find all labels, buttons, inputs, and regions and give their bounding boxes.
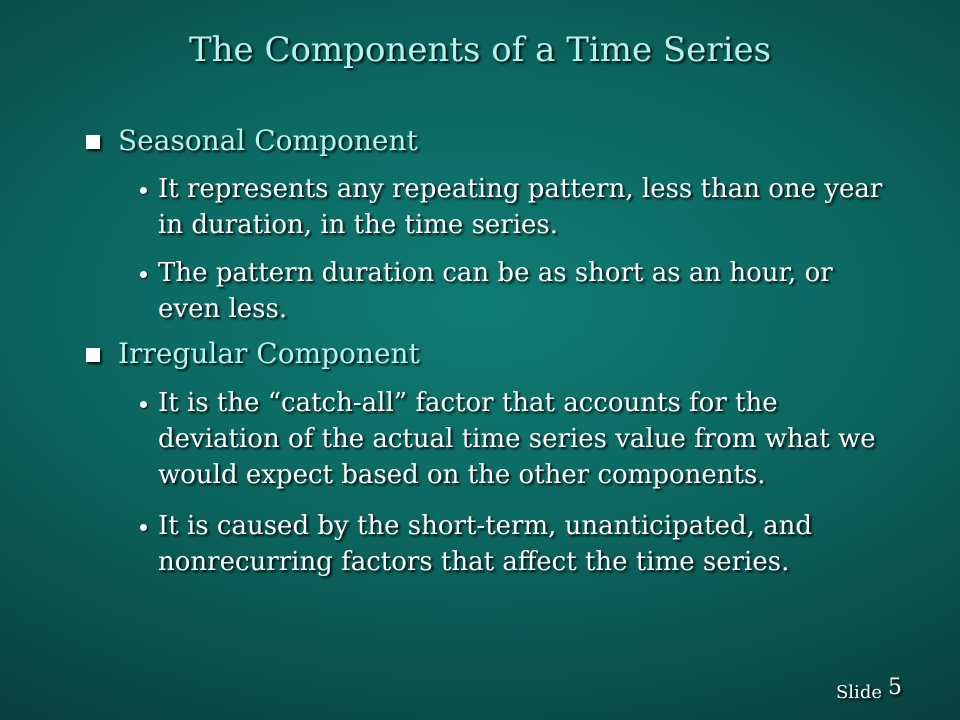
slide-label: Slide (835, 682, 882, 703)
slide-number: 5 (888, 675, 902, 700)
dot-bullet-icon (140, 187, 147, 194)
sub-point-text: It is the “catch-all” factor that accounts for the deviation of the actual time series value from what we would expect based on the other components. (158, 388, 876, 490)
square-bullet-icon (86, 135, 100, 149)
sub-point (136, 255, 886, 327)
slide-footer (835, 675, 902, 704)
sub-point-text: It is caused by the short-term, unanticipated, and nonrecurring factors that affect the time series. (158, 511, 813, 577)
section-heading-seasonal (86, 123, 418, 159)
dot-bullet-icon (140, 271, 147, 278)
sub-point (136, 171, 886, 243)
sub-point-text: It represents any repeating pattern, less than one year in duration, in the time series. (158, 174, 883, 240)
section-heading-text: Irregular Component (118, 337, 420, 370)
section-heading-text: Seasonal Component (118, 124, 418, 157)
sub-point (136, 385, 886, 493)
dot-bullet-icon (140, 401, 147, 408)
square-bullet-icon (86, 348, 100, 362)
dot-bullet-icon (140, 524, 147, 531)
section-heading-irregular (86, 336, 420, 372)
slide-title: The Components of a Time Series (188, 30, 772, 70)
sub-point-text: The pattern duration can be as short as an hour, or even less. (158, 258, 833, 324)
sub-point (136, 508, 886, 580)
